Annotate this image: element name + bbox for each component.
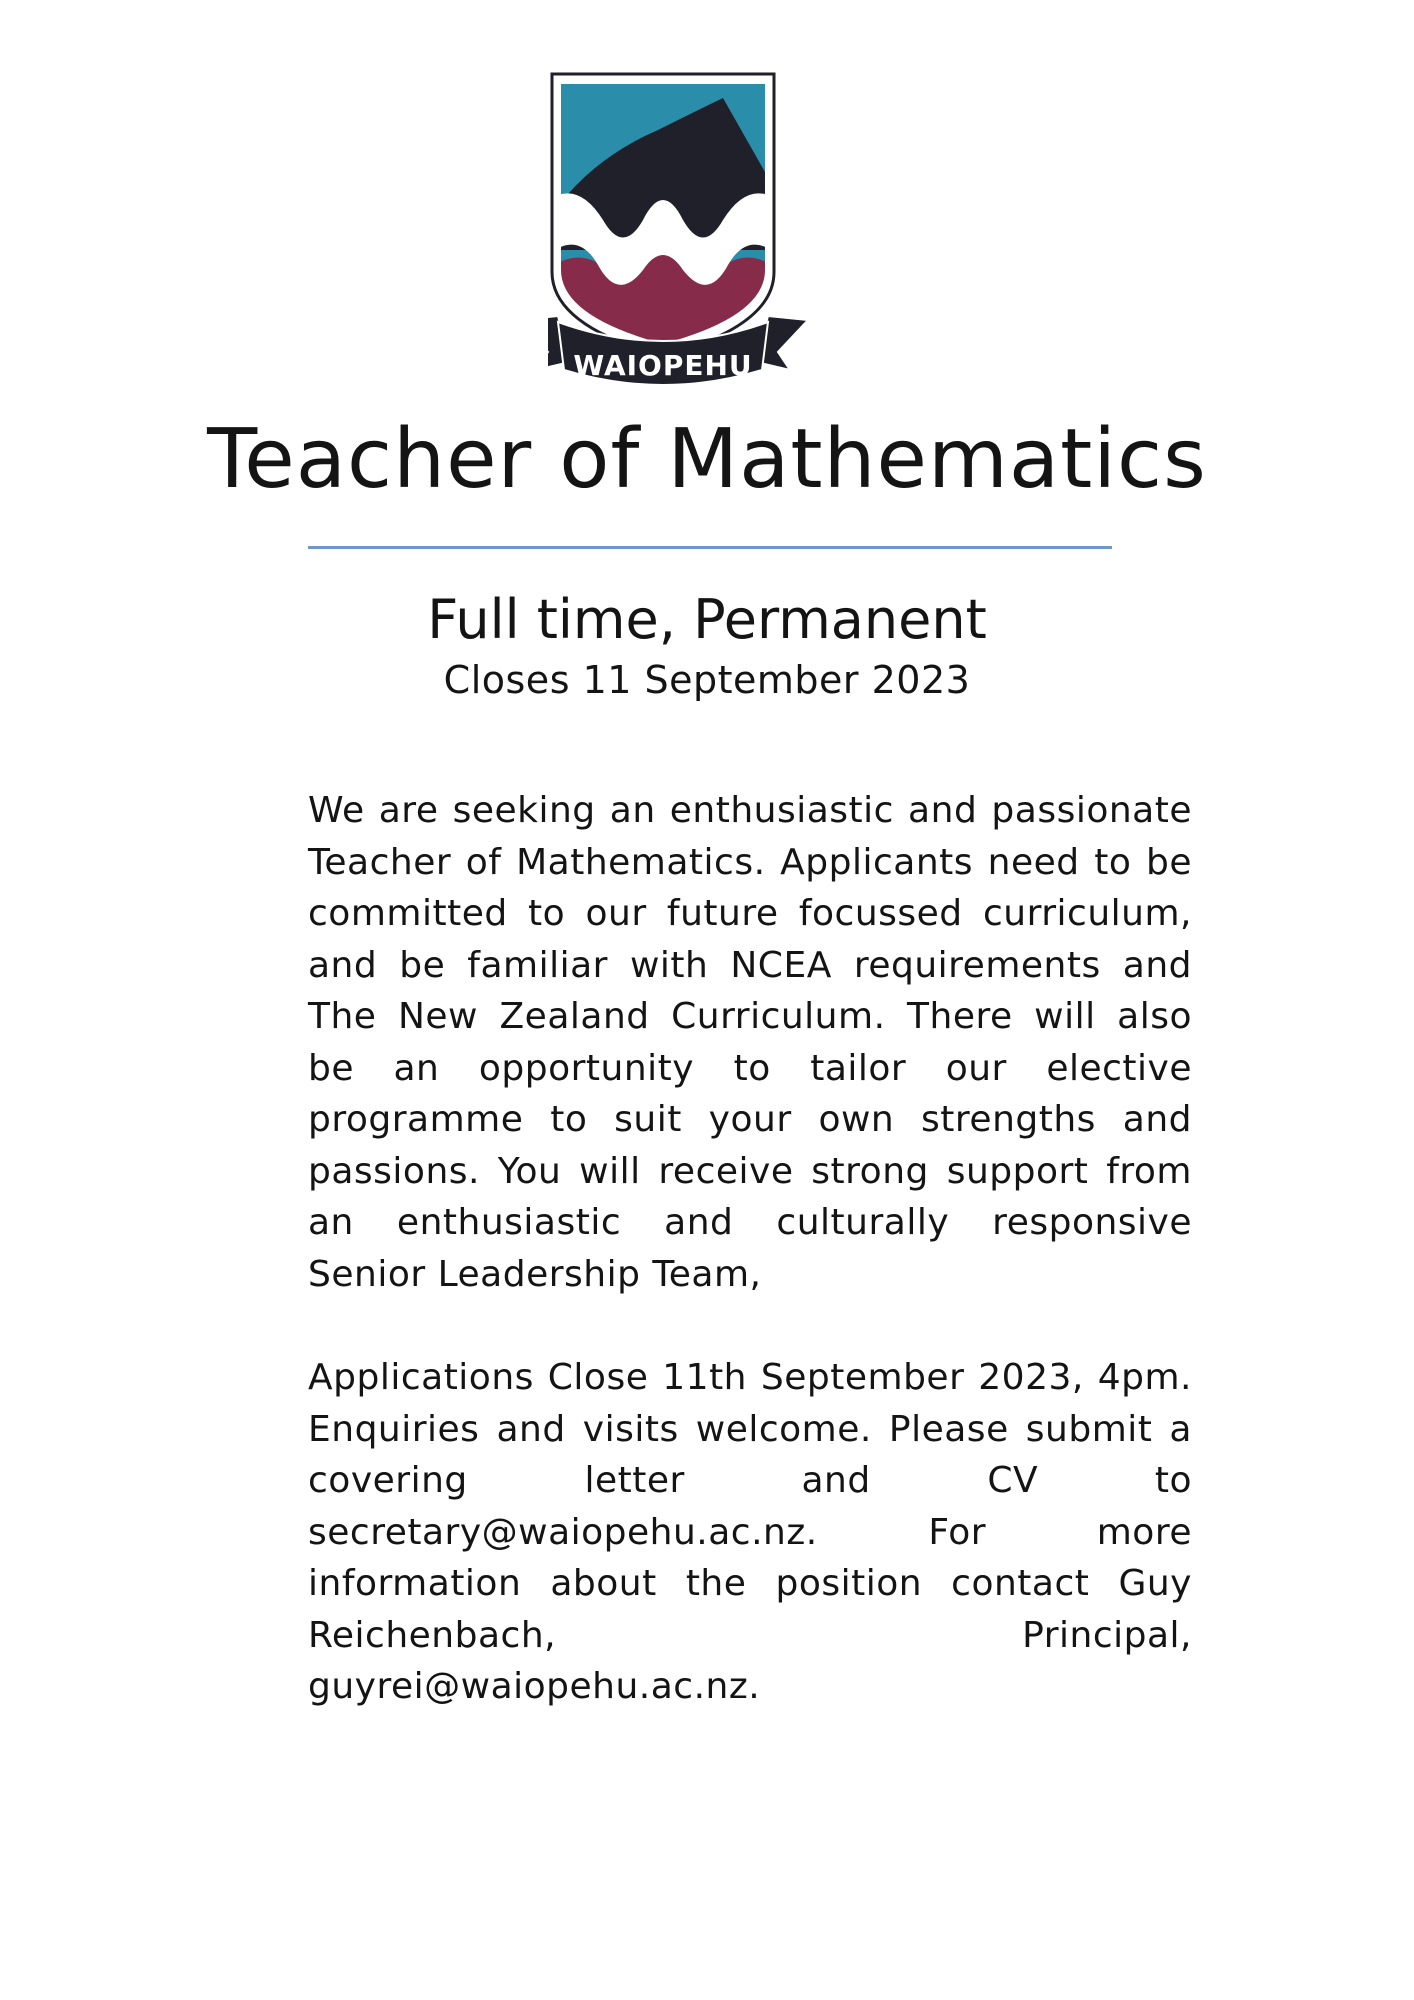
waiopehu-logo (548, 70, 866, 400)
closing-date: Closes 11 September 2023 (443, 658, 971, 702)
logo-text: WAIOPEHU (573, 349, 753, 382)
job-description-paragraph: We are seeking an enthusiastic and passionate Teacher of Mathematics. Applicants need to be committed to our future focussed curriculum, and be familiar with NCEA requirements and The New Zealand Curriculum. There will also be an opportunity to tailor our elective programme to suit your own strengths and passions. You will receive strong support from an enthusiastic and culturally responsive Senior Leadership Team, (308, 790, 1192, 1295)
application-details-paragraph: Applications Close 11th September 2023, 4pm. Enquiries and visits welcome. Please submit a covering letter and CV to secretary@waiopehu.ac.nz. For more information about the position contact Guy Reichenbach, Principal, guyrei@waiopehu.ac.nz. (308, 1357, 1192, 1707)
title-divider (308, 546, 1112, 549)
page-title: Teacher of Mathematics (207, 412, 1207, 507)
employment-type: Full time, Permanent (427, 588, 987, 651)
